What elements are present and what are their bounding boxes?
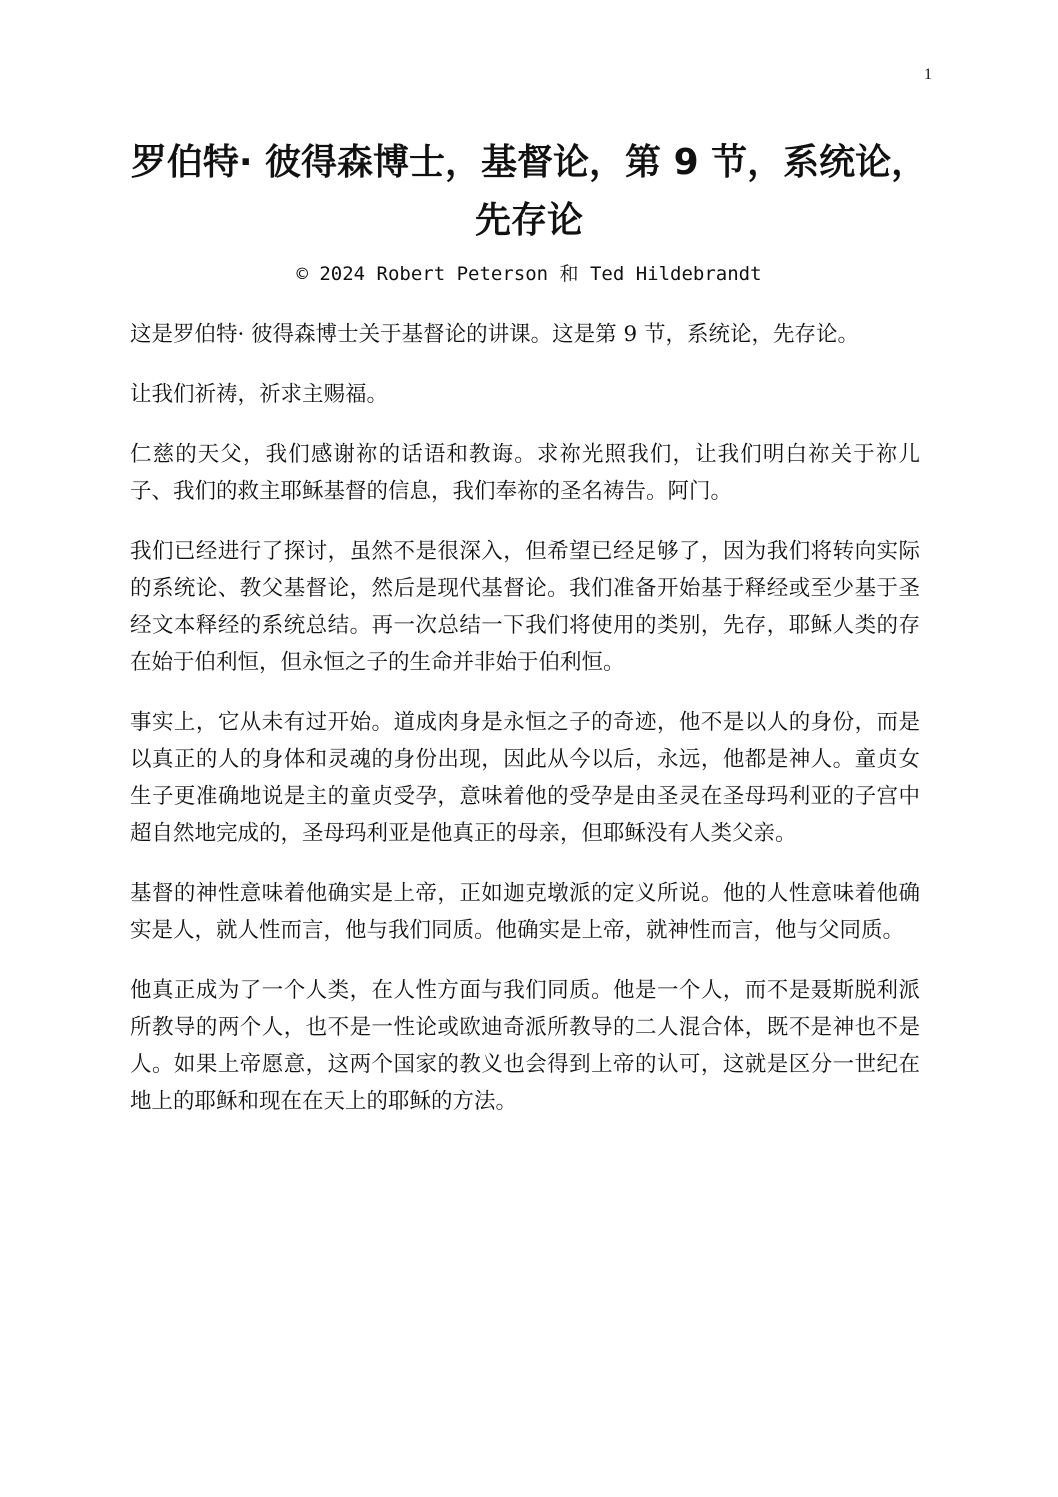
paragraph-deity: 基督的神性意味着他确实是上帝，正如迦克墩派的定义所说。他的人性意味着他确实是人，就人性而言，他与我们同质。他确实是上帝，就神性而言，他与父同质。 [130,881,920,943]
copyright-line: © 2024 Robert Peterson 和 Ted Hildebrandt [296,263,762,285]
document-title: 罗伯特· 彼得森博士，基督论，第 9 节，系统论，先存论 [130,142,928,241]
paragraph-prayer: 仁慈的天父，我们感谢祢的话语和教诲。求祢光照我们，让我们明白祢关于祢儿子、我们的救主耶稣基督的信息，我们奉祢的圣名祷告。阿门。 [130,442,920,504]
paragraph-incarnation: 事实上，它从未有过开始。道成肉身是永恒之子的奇迹，他不是以人的身份，而是以真正的人的身体和灵魂的身份出现，因此从今以后，永远，他都是神人。童贞女生子更准确地说是主的童贞受孕，意味着他的受孕是由圣灵在圣母玛利亚的子宫中超自然地完成的，圣母玛利亚是他真正的母亲，但耶稣没有人类父亲。 [130,710,920,846]
paragraph-prayer-call: 让我们祈祷，祈求主赐福。 [130,382,389,407]
paragraph-intro: 这是罗伯特· 彼得森博士关于基督论的讲课。这是第 9 节，系统论，先存论。 [130,322,860,347]
paragraph-humanity: 他真正成为了一个人类，在人性方面与我们同质。他是一个人，而不是聂斯脱利派所教导的两个人，也不是一性论或欧迪奇派所教导的二人混合体，既不是神也不是人。如果上帝愿意，这两个国家的教义也会得到上帝的认可，这就是区分一世纪在地上的耶稣和现在在天上的耶稣的方法。 [130,978,920,1114]
document-body [130,316,920,1143]
page-number: 1 [924,66,932,83]
paragraph-overview: 我们已经进行了探讨，虽然不是很深入，但希望已经足够了，因为我们将转向实际的系统论、教父基督论，然后是现代基督论。我们准备开始基于释经或至少基于圣经文本释经的系统总结。再一次总结一下我们将使用的类别，先存，耶稣人类的存在始于伯利恒，但永恒之子的生命并非始于伯利恒。 [130,539,920,675]
